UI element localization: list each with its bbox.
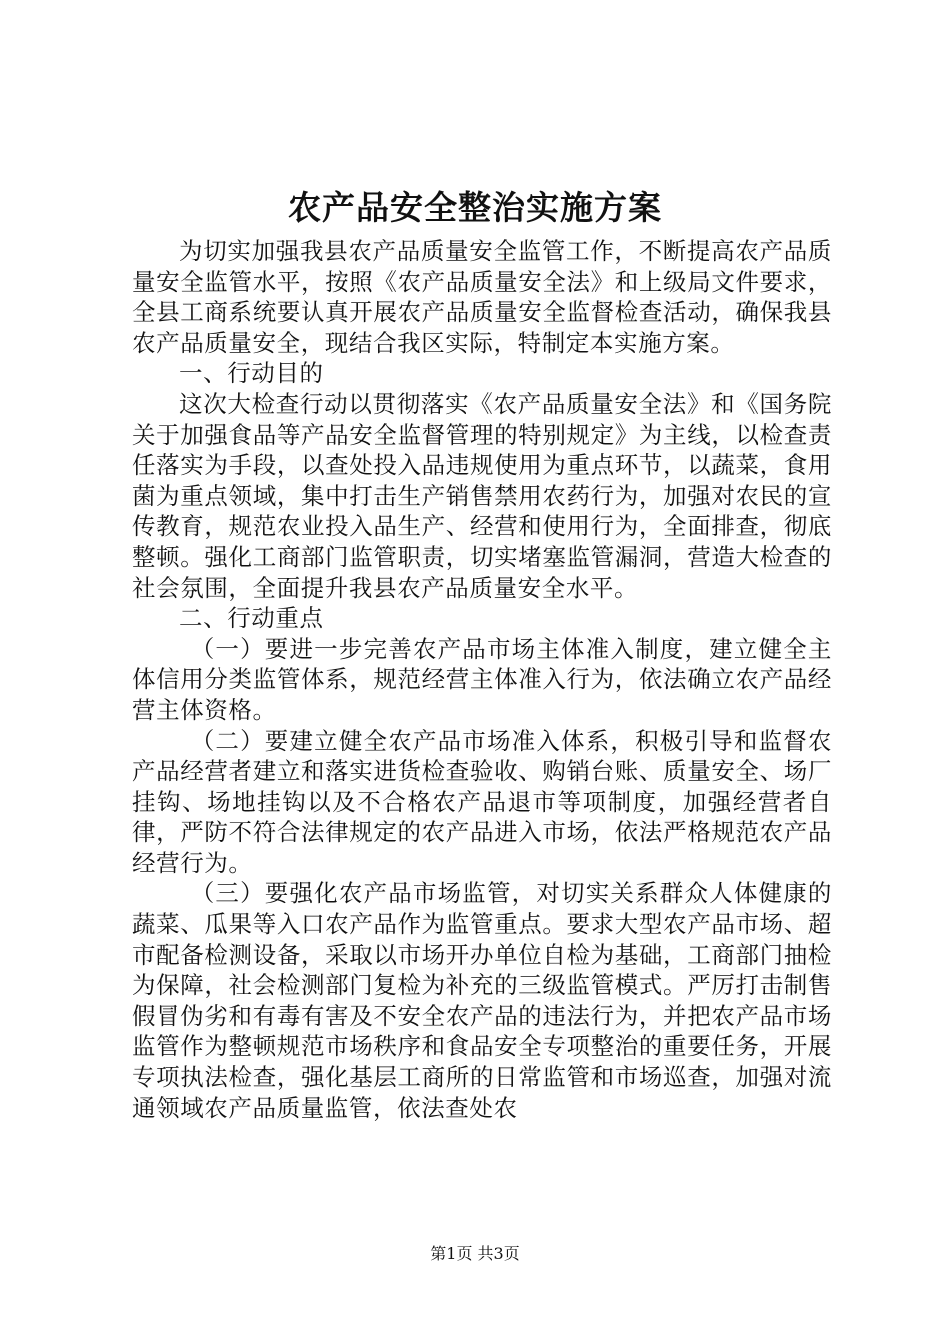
key-point-3: （三）要强化农产品市场监管，对切实关系群众人体健康的蔬菜、瓜果等入口农产品作为监管重点。要求大型农产品市场、超市配备检测设备，采取以市场开办单位自检为基础，工商部门抽检为保障，社会检测部门复检为补充的三级监管模式。严厉打击制售假冒伪劣和有毒有害及不安全农产品的违法行为，并把农产品市场监管作为整顿规范市场秩序和食品安全专项整治的重要任务，开展专项执法检查，强化基层工商所的日常监管和市场巡查，加强对流通领域农产品质量监管，依法查处农 bbox=[132, 879, 832, 1122]
key-point-1: （一）要进一步完善农产品市场主体准入制度，建立健全主体信用分类监管体系，规范经营主体准入行为，依法确立农产品经营主体资格。 bbox=[132, 634, 832, 724]
document-body bbox=[132, 236, 832, 1123]
key-point-2: （二）要建立健全农产品市场准入体系，积极引导和监督农产品经营者建立和落实进货检查验收、购销台账、质量安全、场厂挂钩、场地挂钩以及不合格农产品退市等项制度，加强经营者自律，严防不符合法律规定的农产品进入市场，依法严格规范农产品经营行为。 bbox=[132, 726, 832, 877]
objective-paragraph: 这次大检查行动以贯彻落实《农产品质量安全法》和《国务院关于加强食品等产品安全监督管理的特别规定》为主线，以检查责任落实为手段，以查处投入品违规使用为重点环节，以蔬菜，食用菌为重点领域，集中打击生产销售禁用农药行为，加强对农民的宣传教育，规范农业投入品生产、经营和使用行为，全面排查，彻底整顿。强化工商部门监管职责，切实堵塞监管漏洞，营造大检查的社会氛围，全面提升我县农产品质量安全水平。 bbox=[132, 389, 832, 602]
section-heading-2: 二、行动重点 bbox=[179, 604, 324, 633]
section-heading-1: 一、行动目的 bbox=[179, 359, 324, 388]
intro-paragraph: 为切实加强我县农产品质量安全监管工作，不断提高农产品质量安全监管水平，按照《农产品质量安全法》和上级局文件要求，全县工商系统要认真开展农产品质量安全监督检查活动，确保我县农产品质量安全，现结合我区实际，特制定本实施方案。 bbox=[132, 237, 832, 357]
page-number-footer: 第1页 共3页 bbox=[430, 1244, 520, 1263]
document-title: 农产品安全整治实施方案 bbox=[288, 188, 662, 227]
